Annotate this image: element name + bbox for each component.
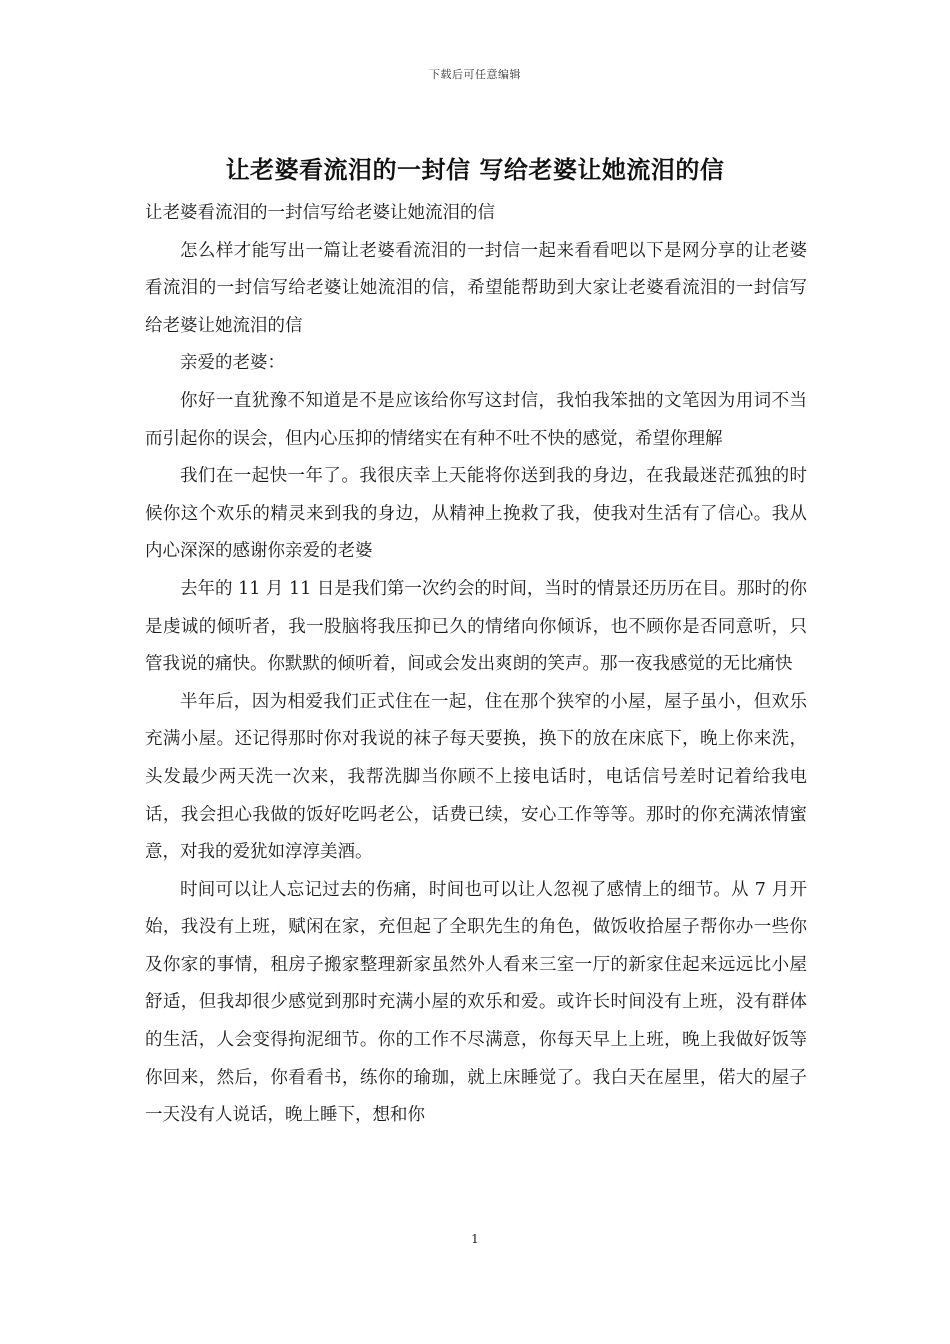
paragraph: 时间可以让人忘记过去的伤痛，时间也可以让人忽视了感情上的细节。从 7 月开始，我没有上班，赋闲在家，充但起了全职先生的角色，做饭收拾屋子帮你办一些你及你家的事情，租房子搬家整理新家虽然外人看来三室一厅的新家住起来远远比小屋舒适，但我却很少感觉到那时充满小屋的欢乐和爱。或许长时间没有上班，没有群体的生活，人会变得拘泥细节。你的工作不尽满意，你每天早上上班，晚上我做好饭等你回来，然后，你看看书，练你的瑜珈，就上床睡觉了。我白天在屋里，偌大的屋子一天没有人说话，晚上睡下，想和你 xyxy=(145,879,807,1126)
document-body xyxy=(145,195,807,1135)
paragraph-salutation: 亲爱的老婆： xyxy=(180,353,285,374)
document-subtitle: 让老婆看流泪的一封信写给老婆让她流泪的信 xyxy=(145,203,495,223)
paragraph: 我们在一起快一年了。我很庆幸上天能将你送到我的身边，在我最迷茫孤独的时候你这个欢乐的精灵来到我的身边，从精神上挽救了我，使我对生活有了信心。我从内心深深的感谢你亲爱的老婆 xyxy=(145,466,807,562)
page-number: 1 xyxy=(471,1232,479,1246)
paragraph-intro: 怎么样才能写出一篇让老婆看流泪的一封信一起来看看吧以下是网分享的让老婆看流泪的一封信写给老婆让她流泪的信，希望能帮助到大家让老婆看流泪的一封信写给老婆让她流泪的信 xyxy=(145,240,807,336)
document-title: 让老婆看流泪的一封信 写给老婆让她流泪的信 xyxy=(225,155,725,184)
header-note: 下载后可任意编辑 xyxy=(429,68,521,81)
paragraph: 去年的 11 月 11 日是我们第一次约会的时间，当时的情景还历历在目。那时的你是虔诚的倾听者，我一股脑将我压抑已久的情绪向你倾诉，也不顾你是否同意听，只管我说的痛快。你默默的倾听着，间或会发出爽朗的笑声。那一夜我感觉的无比痛快 xyxy=(145,578,807,675)
paragraph: 你好一直犹豫不知道是不是应该给你写这封信，我怕我笨拙的文笔因为用词不当而引起你的误会，但内心压抑的情绪实在有种不吐不快的感觉，希望你理解 xyxy=(145,390,807,449)
paragraph: 半年后，因为相爱我们正式住在一起，住在那个狭窄的小屋，屋子虽小，但欢乐充满小屋。还记得那时你对我说的袜子每天要换，换下的放在床底下，晚上你来洗，头发最少两天洗一次来，我帮洗脚当你顾不上接电话时，电话信号差时记着给我电话，我会担心我做的饭好吃吗老公，话费已续，安心工作等等。那时的你充满浓情蜜意，对我的爱犹如淳淳美酒。 xyxy=(145,691,807,863)
